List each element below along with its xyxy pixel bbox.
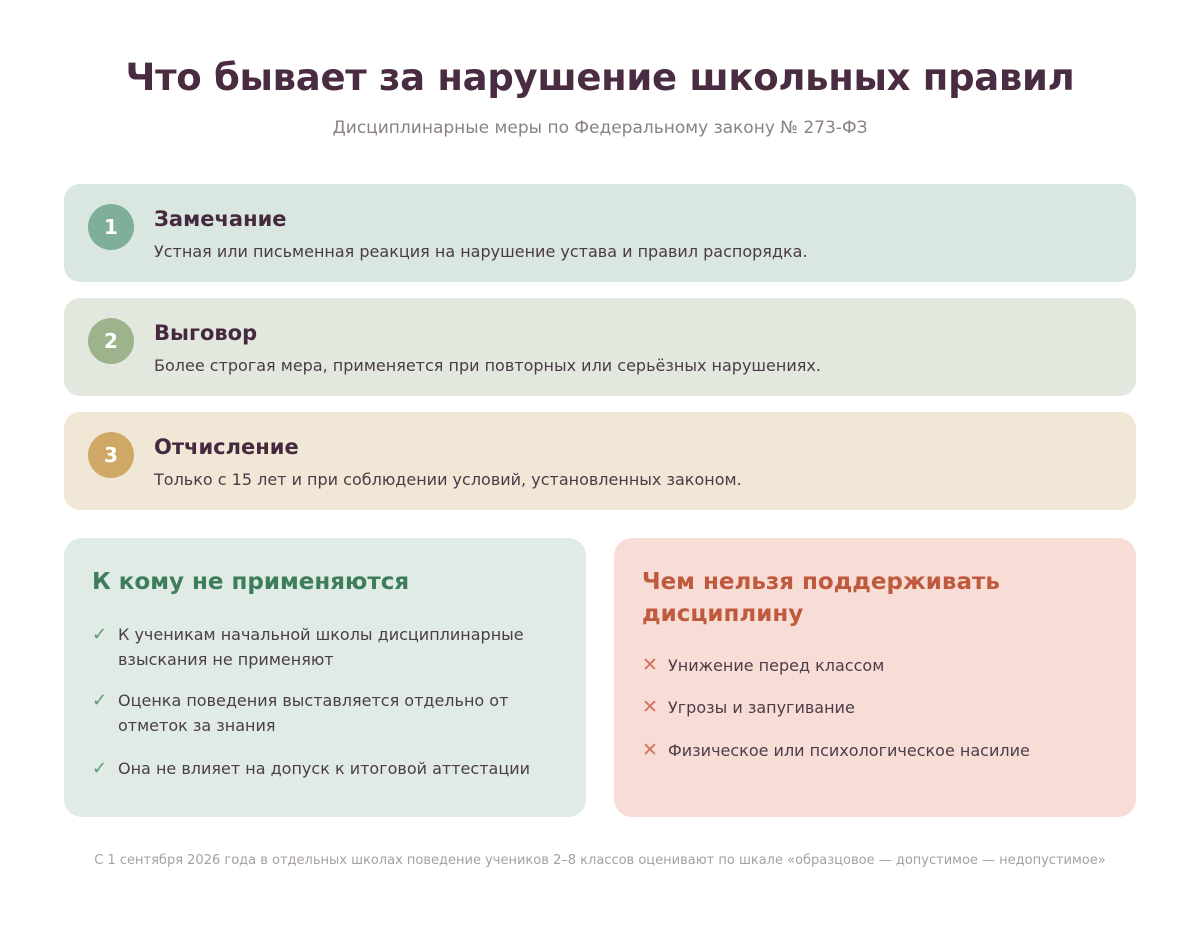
measure-title: Замечание	[154, 207, 287, 231]
measure-title: Отчисление	[154, 435, 299, 459]
not-applied-panel	[64, 538, 586, 817]
list-item-text: Физическое или психологическое насилие	[668, 741, 1030, 760]
forbidden-title: Чем нельзя поддерживать дисциплину	[642, 569, 1000, 627]
measure-title: Выговор	[154, 321, 258, 345]
list-item-text: К ученикам начальной школы дисциплинарные взыскания не применяют	[118, 625, 524, 669]
footer-note: С 1 сентября 2026 года в отдельных школах поведение учеников 2–8 классов оценивают по шкале «образцовое — допустимое — недопустимое»	[94, 853, 1106, 868]
page-subtitle: Дисциплинарные меры по Федеральному закону № 273-ФЗ	[332, 118, 868, 138]
cross-icon: ✕	[642, 654, 658, 676]
not-applied-title: К кому не применяются	[92, 569, 410, 595]
list-item-text: Она не влияет на допуск к итоговой аттестации	[118, 759, 530, 778]
list-item	[92, 688, 552, 738]
measure-description: Устная или письменная реакция на нарушение устава и правил распорядка.	[154, 242, 808, 261]
list-item-text: Унижение перед классом	[668, 656, 885, 675]
measure-description: Только с 15 лет и при соблюдении условий, установленных законом.	[154, 470, 742, 489]
list-item	[92, 756, 552, 781]
list-item	[642, 653, 1102, 678]
list-item	[92, 622, 552, 672]
check-icon: ✓	[92, 690, 108, 711]
measure-card-reprimand	[64, 298, 1136, 396]
list-item-text: Угрозы и запугивание	[668, 698, 855, 717]
check-icon: ✓	[92, 624, 108, 645]
list-item	[642, 695, 1102, 720]
cross-icon: ✕	[642, 739, 658, 761]
measure-description: Более строгая мера, применяется при повторных или серьёзных нарушениях.	[154, 356, 821, 375]
measure-number-badge: 3	[88, 432, 134, 478]
measure-number-badge: 2	[88, 318, 134, 364]
page-title: Что бывает за нарушение школьных правил	[125, 56, 1075, 99]
measure-card-expulsion	[64, 412, 1136, 510]
forbidden-panel	[614, 538, 1136, 817]
cross-icon: ✕	[642, 696, 658, 718]
measure-card-remark	[64, 184, 1136, 282]
check-icon: ✓	[92, 758, 108, 779]
list-item	[642, 738, 1102, 763]
measure-number-badge: 1	[88, 204, 134, 250]
list-item-text: Оценка поведения выставляется отдельно от отметок за знания	[118, 691, 509, 735]
